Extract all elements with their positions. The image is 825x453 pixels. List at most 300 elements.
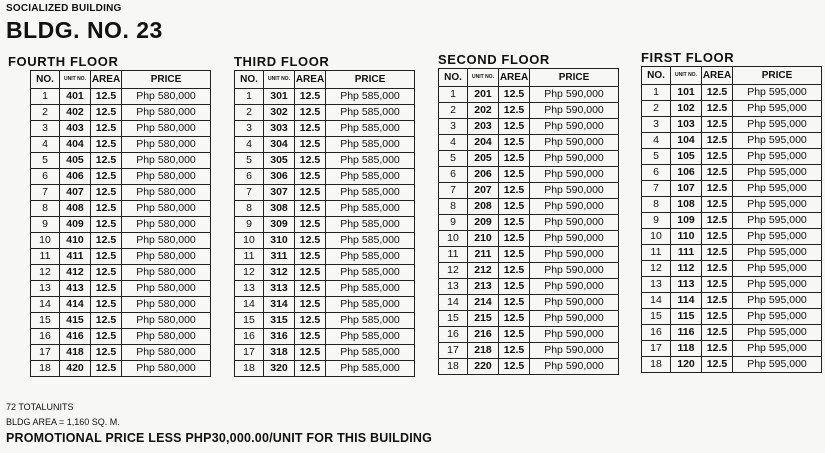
table-row (642, 245, 822, 261)
row-number: 7 (235, 185, 264, 201)
unit-price: Php 585,000 (326, 105, 415, 121)
row-number: 6 (31, 169, 60, 185)
row-number: 11 (439, 247, 468, 263)
table-row (439, 295, 619, 311)
unit-number: 313 (264, 281, 295, 297)
row-number: 10 (439, 231, 468, 247)
unit-area: 12.5 (295, 89, 326, 105)
promo-note: PROMOTIONAL PRICE LESS PHP30,000.00/UNIT FOR THIS BUILDING (6, 431, 433, 445)
building-title: BLDG. NO. 23 (6, 17, 163, 43)
unit-number: 308 (264, 201, 295, 217)
unit-number: 216 (468, 327, 499, 343)
unit-price: Php 580,000 (122, 297, 211, 313)
row-number: 10 (642, 229, 671, 245)
table-row (439, 151, 619, 167)
row-number: 8 (31, 201, 60, 217)
row-number: 8 (642, 197, 671, 213)
table-row (235, 105, 415, 121)
unit-price: Php 595,000 (733, 277, 822, 293)
table-row (31, 201, 211, 217)
table-row (642, 261, 822, 277)
row-number: 2 (31, 105, 60, 121)
unit-price: Php 585,000 (326, 169, 415, 185)
row-number: 11 (642, 245, 671, 261)
unit-area: 12.5 (91, 313, 122, 329)
unit-price: Php 585,000 (326, 233, 415, 249)
unit-area: 12.5 (499, 295, 530, 311)
unit-price: Php 585,000 (326, 137, 415, 153)
unit-number: 213 (468, 279, 499, 295)
unit-number: 412 (60, 265, 91, 281)
table-row (31, 345, 211, 361)
unit-price: Php 595,000 (733, 229, 822, 245)
unit-area: 12.5 (91, 233, 122, 249)
table-row (31, 297, 211, 313)
unit-price: Php 580,000 (122, 281, 211, 297)
unit-area: 12.5 (499, 199, 530, 215)
unit-area: 12.5 (295, 153, 326, 169)
unit-number: 113 (671, 277, 702, 293)
unit-area: 12.5 (702, 133, 733, 149)
unit-area: 12.5 (702, 181, 733, 197)
unit-area: 12.5 (702, 309, 733, 325)
row-number: 8 (235, 201, 264, 217)
table-row (642, 181, 822, 197)
unit-number: 220 (468, 359, 499, 375)
table-row (642, 117, 822, 133)
table-row (235, 185, 415, 201)
unit-area: 12.5 (702, 213, 733, 229)
unit-number: 413 (60, 281, 91, 297)
row-number: 9 (235, 217, 264, 233)
unit-number: 104 (671, 133, 702, 149)
unit-price: Php 595,000 (733, 357, 822, 373)
unit-price: Php 590,000 (530, 279, 619, 295)
unit-number: 218 (468, 343, 499, 359)
row-number: 7 (439, 183, 468, 199)
table-row (439, 247, 619, 263)
table-row (235, 361, 415, 377)
unit-area: 12.5 (702, 261, 733, 277)
unit-price: Php 585,000 (326, 121, 415, 137)
unit-price: Php 590,000 (530, 87, 619, 103)
unit-number: 318 (264, 345, 295, 361)
row-number: 3 (439, 119, 468, 135)
unit-area: 12.5 (499, 247, 530, 263)
unit-price: Php 590,000 (530, 135, 619, 151)
unit-area: 12.5 (702, 229, 733, 245)
table-row (642, 165, 822, 181)
unit-number: 212 (468, 263, 499, 279)
row-number: 10 (31, 233, 60, 249)
unit-price: Php 590,000 (530, 231, 619, 247)
unit-number: 105 (671, 149, 702, 165)
unit-number: 409 (60, 217, 91, 233)
unit-number: 207 (468, 183, 499, 199)
row-number: 11 (235, 249, 264, 265)
unit-area: 12.5 (702, 357, 733, 373)
table-row (439, 119, 619, 135)
unit-price: Php 580,000 (122, 217, 211, 233)
table-row (642, 149, 822, 165)
table-row (31, 249, 211, 265)
row-number: 2 (642, 101, 671, 117)
unit-number: 307 (264, 185, 295, 201)
unit-number: 210 (468, 231, 499, 247)
col-header-area: AREA (295, 71, 326, 89)
unit-number: 420 (60, 361, 91, 377)
unit-price: Php 580,000 (122, 345, 211, 361)
unit-number: 302 (264, 105, 295, 121)
row-number: 13 (31, 281, 60, 297)
unit-area: 12.5 (499, 279, 530, 295)
unit-price-table (641, 66, 822, 373)
unit-number: 108 (671, 197, 702, 213)
unit-price: Php 580,000 (122, 201, 211, 217)
unit-price: Php 590,000 (530, 151, 619, 167)
unit-price: Php 595,000 (733, 85, 822, 101)
unit-price: Php 580,000 (122, 105, 211, 121)
table-row (31, 313, 211, 329)
unit-area: 12.5 (91, 153, 122, 169)
unit-number: 403 (60, 121, 91, 137)
unit-area: 12.5 (295, 121, 326, 137)
table-row (31, 329, 211, 345)
unit-area: 12.5 (295, 217, 326, 233)
row-number: 7 (642, 181, 671, 197)
unit-price: Php 595,000 (733, 165, 822, 181)
col-header-no: NO. (31, 71, 60, 89)
unit-number: 203 (468, 119, 499, 135)
unit-price: Php 590,000 (530, 247, 619, 263)
unit-price: Php 585,000 (326, 265, 415, 281)
table-row (235, 249, 415, 265)
unit-number: 311 (264, 249, 295, 265)
unit-price: Php 580,000 (122, 89, 211, 105)
table-row (235, 217, 415, 233)
table-row (31, 233, 211, 249)
unit-price: Php 595,000 (733, 133, 822, 149)
unit-price: Php 580,000 (122, 329, 211, 345)
unit-number: 120 (671, 357, 702, 373)
unit-number: 201 (468, 87, 499, 103)
row-number: 3 (31, 121, 60, 137)
table-row (439, 343, 619, 359)
unit-price: Php 595,000 (733, 325, 822, 341)
unit-number: 114 (671, 293, 702, 309)
floor-block-fourth (8, 54, 211, 377)
row-number: 12 (642, 261, 671, 277)
unit-area: 12.5 (499, 327, 530, 343)
table-row (31, 121, 211, 137)
row-number: 9 (31, 217, 60, 233)
unit-number: 406 (60, 169, 91, 185)
row-number: 3 (235, 121, 264, 137)
table-row (439, 279, 619, 295)
unit-number: 418 (60, 345, 91, 361)
unit-area: 12.5 (91, 89, 122, 105)
row-number: 13 (439, 279, 468, 295)
table-row (642, 325, 822, 341)
unit-number: 106 (671, 165, 702, 181)
table-row (439, 263, 619, 279)
table-row (642, 341, 822, 357)
unit-area: 12.5 (702, 341, 733, 357)
unit-price: Php 595,000 (733, 261, 822, 277)
unit-price: Php 580,000 (122, 265, 211, 281)
table-row (31, 265, 211, 281)
unit-number: 303 (264, 121, 295, 137)
table-row (642, 229, 822, 245)
table-row (642, 101, 822, 117)
table-row (235, 345, 415, 361)
table-row (642, 293, 822, 309)
table-row (235, 265, 415, 281)
unit-number: 306 (264, 169, 295, 185)
floor-block-first (641, 50, 822, 373)
unit-area: 12.5 (499, 359, 530, 375)
row-number: 5 (31, 153, 60, 169)
table-row (235, 137, 415, 153)
table-row (642, 85, 822, 101)
unit-number: 408 (60, 201, 91, 217)
unit-price: Php 590,000 (530, 119, 619, 135)
unit-price: Php 585,000 (326, 217, 415, 233)
table-row (31, 185, 211, 201)
unit-area: 12.5 (499, 167, 530, 183)
row-number: 9 (439, 215, 468, 231)
row-number: 7 (31, 185, 60, 201)
row-number: 9 (642, 213, 671, 229)
unit-number: 401 (60, 89, 91, 105)
unit-price: Php 590,000 (530, 327, 619, 343)
unit-price: Php 580,000 (122, 185, 211, 201)
unit-price: Php 580,000 (122, 361, 211, 377)
unit-price: Php 580,000 (122, 137, 211, 153)
unit-area: 12.5 (295, 169, 326, 185)
unit-price: Php 595,000 (733, 245, 822, 261)
unit-area: 12.5 (91, 137, 122, 153)
table-row (642, 213, 822, 229)
unit-price: Php 595,000 (733, 309, 822, 325)
col-header-no: NO. (642, 67, 671, 85)
col-header-area: AREA (499, 69, 530, 87)
table-row (439, 103, 619, 119)
unit-number: 405 (60, 153, 91, 169)
unit-area: 12.5 (702, 85, 733, 101)
unit-area: 12.5 (702, 197, 733, 213)
unit-area: 12.5 (702, 325, 733, 341)
table-row (235, 281, 415, 297)
unit-price: Php 580,000 (122, 153, 211, 169)
row-number: 17 (31, 345, 60, 361)
floor-title: FOURTH FLOOR (8, 54, 119, 69)
unit-area: 12.5 (295, 297, 326, 313)
unit-price: Php 590,000 (530, 183, 619, 199)
table-row (31, 89, 211, 105)
unit-number: 214 (468, 295, 499, 311)
unit-price: Php 590,000 (530, 359, 619, 375)
table-row (31, 153, 211, 169)
row-number: 15 (31, 313, 60, 329)
unit-number: 416 (60, 329, 91, 345)
unit-area: 12.5 (295, 233, 326, 249)
unit-area: 12.5 (499, 103, 530, 119)
row-number: 13 (235, 281, 264, 297)
unit-area: 12.5 (295, 185, 326, 201)
unit-price-table (234, 70, 415, 377)
table-row (439, 311, 619, 327)
unit-area: 12.5 (702, 293, 733, 309)
unit-area: 12.5 (91, 361, 122, 377)
col-header-unit: UNIT NO. (60, 71, 91, 89)
row-number: 12 (31, 265, 60, 281)
unit-area: 12.5 (91, 345, 122, 361)
unit-number: 102 (671, 101, 702, 117)
col-header-price: PRICE (122, 71, 211, 89)
table-row (439, 199, 619, 215)
row-number: 4 (439, 135, 468, 151)
row-number: 13 (642, 277, 671, 293)
table-row (31, 281, 211, 297)
row-number: 17 (439, 343, 468, 359)
unit-number: 415 (60, 313, 91, 329)
unit-number: 312 (264, 265, 295, 281)
row-number: 12 (235, 265, 264, 281)
unit-area: 12.5 (295, 361, 326, 377)
unit-number: 404 (60, 137, 91, 153)
unit-price: Php 595,000 (733, 149, 822, 165)
row-number: 5 (439, 151, 468, 167)
col-header-unit: UNIT NO. (468, 69, 499, 87)
unit-area: 12.5 (295, 137, 326, 153)
floor-block-third (234, 54, 415, 377)
col-header-area: AREA (91, 71, 122, 89)
unit-price: Php 590,000 (530, 295, 619, 311)
row-number: 12 (439, 263, 468, 279)
table-row (642, 357, 822, 373)
table-row (439, 87, 619, 103)
unit-price: Php 590,000 (530, 343, 619, 359)
col-header-unit: UNIT NO. (264, 71, 295, 89)
row-number: 4 (642, 133, 671, 149)
floor-title: SECOND FLOOR (438, 52, 550, 67)
table-row (439, 167, 619, 183)
unit-area: 12.5 (499, 215, 530, 231)
unit-price: Php 585,000 (326, 153, 415, 169)
unit-price: Php 590,000 (530, 311, 619, 327)
table-row (235, 121, 415, 137)
unit-price: Php 580,000 (122, 169, 211, 185)
unit-number: 110 (671, 229, 702, 245)
unit-price: Php 585,000 (326, 361, 415, 377)
unit-price: Php 595,000 (733, 181, 822, 197)
table-row (31, 169, 211, 185)
unit-area: 12.5 (295, 105, 326, 121)
unit-number: 205 (468, 151, 499, 167)
unit-area: 12.5 (499, 87, 530, 103)
unit-area: 12.5 (499, 135, 530, 151)
table-row (439, 359, 619, 375)
row-number: 1 (439, 87, 468, 103)
unit-number: 211 (468, 247, 499, 263)
row-number: 16 (235, 329, 264, 345)
table-row (235, 297, 415, 313)
unit-number: 414 (60, 297, 91, 313)
unit-area: 12.5 (295, 201, 326, 217)
unit-price: Php 595,000 (733, 341, 822, 357)
col-header-price: PRICE (326, 71, 415, 89)
row-number: 14 (642, 293, 671, 309)
unit-price: Php 590,000 (530, 263, 619, 279)
unit-price: Php 595,000 (733, 213, 822, 229)
unit-area: 12.5 (295, 249, 326, 265)
unit-number: 112 (671, 261, 702, 277)
unit-price: Php 585,000 (326, 345, 415, 361)
row-number: 11 (31, 249, 60, 265)
row-number: 14 (31, 297, 60, 313)
table-row (642, 197, 822, 213)
unit-area: 12.5 (91, 329, 122, 345)
table-row (439, 183, 619, 199)
col-header-unit: UNIT NO. (671, 67, 702, 85)
unit-area: 12.5 (499, 151, 530, 167)
unit-area: 12.5 (702, 117, 733, 133)
unit-price: Php 585,000 (326, 297, 415, 313)
unit-area: 12.5 (702, 277, 733, 293)
col-header-price: PRICE (733, 67, 822, 85)
unit-number: 305 (264, 153, 295, 169)
unit-number: 202 (468, 103, 499, 119)
unit-area: 12.5 (91, 249, 122, 265)
row-number: 6 (642, 165, 671, 181)
unit-number: 309 (264, 217, 295, 233)
row-number: 8 (439, 199, 468, 215)
table-row (642, 133, 822, 149)
building-area-note: BLDG AREA = 1,160 SQ. M. (6, 417, 120, 427)
row-number: 1 (31, 89, 60, 105)
unit-number: 208 (468, 199, 499, 215)
unit-area: 12.5 (295, 345, 326, 361)
row-number: 5 (235, 153, 264, 169)
unit-number: 402 (60, 105, 91, 121)
row-number: 15 (439, 311, 468, 327)
row-number: 16 (439, 327, 468, 343)
unit-price: Php 590,000 (530, 103, 619, 119)
unit-number: 310 (264, 233, 295, 249)
unit-area: 12.5 (499, 311, 530, 327)
row-number: 2 (235, 105, 264, 121)
unit-price: Php 595,000 (733, 117, 822, 133)
col-header-price: PRICE (530, 69, 619, 87)
row-number: 5 (642, 149, 671, 165)
floor-block-second (438, 52, 619, 375)
row-number: 17 (642, 341, 671, 357)
unit-price: Php 580,000 (122, 121, 211, 137)
table-row (31, 137, 211, 153)
table-row (31, 105, 211, 121)
row-number: 18 (235, 361, 264, 377)
unit-area: 12.5 (295, 313, 326, 329)
unit-area: 12.5 (91, 297, 122, 313)
unit-price: Php 585,000 (326, 89, 415, 105)
table-row (439, 327, 619, 343)
col-header-no: NO. (235, 71, 264, 89)
row-number: 2 (439, 103, 468, 119)
unit-price: Php 590,000 (530, 215, 619, 231)
unit-number: 206 (468, 167, 499, 183)
floor-title: FIRST FLOOR (641, 50, 735, 65)
